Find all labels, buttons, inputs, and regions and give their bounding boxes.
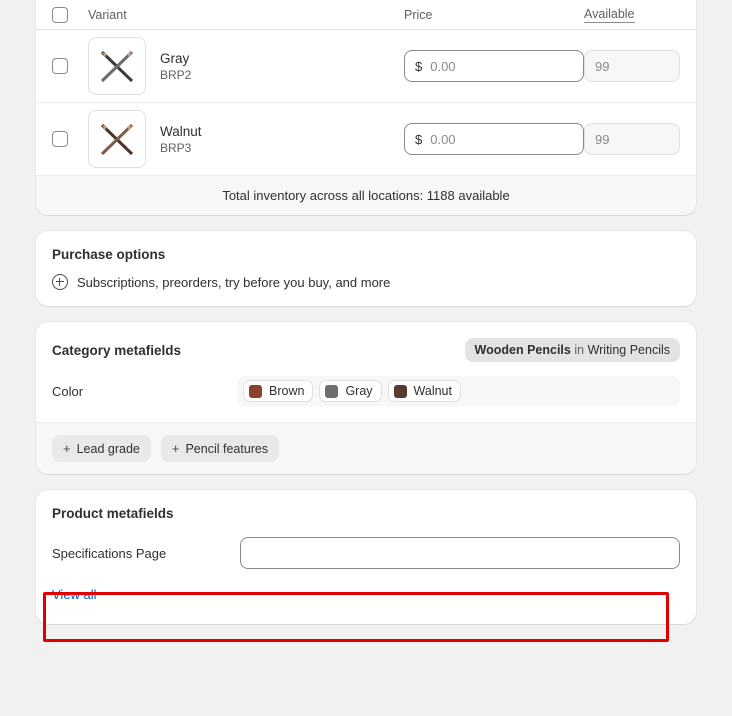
- category-badge[interactable]: [465, 338, 680, 362]
- purchase-options-title: Purchase options: [52, 247, 166, 262]
- variants-card: [36, 0, 696, 215]
- category-badge-parent: Writing Pencils: [587, 343, 670, 357]
- select-all-cell: [52, 7, 88, 23]
- color-field-label: Color: [52, 383, 84, 399]
- total-inventory-text: Total inventory across all locations: 1188 available: [36, 176, 696, 215]
- category-metafields-card: [36, 322, 696, 474]
- add-pencil-features-label: Pencil features: [185, 441, 269, 456]
- row-select-cell: [52, 58, 88, 74]
- available-input[interactable]: [584, 50, 680, 82]
- column-header-available[interactable]: Available: [584, 6, 635, 21]
- plus-icon: +: [171, 441, 180, 456]
- column-header-price: Price: [404, 7, 433, 22]
- add-lead-grade-button[interactable]: [52, 435, 151, 462]
- currency-symbol: $: [415, 131, 423, 147]
- color-chip-label: Brown: [269, 384, 305, 398]
- add-pencil-features-button[interactable]: [161, 435, 279, 462]
- add-lead-grade-label: Lead grade: [76, 441, 140, 456]
- table-row[interactable]: [36, 30, 696, 103]
- color-chip[interactable]: [319, 380, 381, 402]
- purchase-options-card: [36, 231, 696, 306]
- row-select-cell: [52, 131, 88, 147]
- price-value: 0.00: [430, 131, 456, 147]
- variant-sku: BRP2: [160, 67, 192, 82]
- pencils-image: [94, 116, 140, 162]
- plus-icon: +: [63, 441, 71, 456]
- row-checkbox[interactable]: [52, 131, 68, 147]
- color-chip[interactable]: [243, 380, 313, 402]
- available-value: 99: [595, 131, 610, 147]
- price-value: 0.00: [430, 58, 456, 74]
- color-swatch-icon: [394, 385, 407, 398]
- color-chip-label: Walnut: [413, 384, 452, 398]
- view-all-link[interactable]: View all: [52, 587, 97, 602]
- pencils-image: [94, 43, 140, 89]
- column-header-variant: Variant: [88, 7, 127, 22]
- product-metafields-title: Product metafields: [52, 506, 174, 521]
- category-badge-in: in: [570, 343, 588, 357]
- product-metafields-card: [36, 490, 696, 624]
- price-input[interactable]: [404, 50, 584, 82]
- variant-thumbnail[interactable]: [88, 37, 146, 95]
- add-purchase-option-button[interactable]: [52, 274, 680, 290]
- currency-symbol: $: [415, 58, 423, 74]
- variant-sku: BRP3: [160, 140, 192, 155]
- plus-circle-icon: [52, 274, 68, 290]
- color-swatch-icon: [325, 385, 338, 398]
- variant-thumbnail[interactable]: [88, 110, 146, 168]
- category-metafields-footer: [36, 422, 696, 474]
- specifications-page-input[interactable]: [240, 537, 680, 569]
- available-input[interactable]: [584, 123, 680, 155]
- color-swatch-icon: [249, 385, 262, 398]
- row-checkbox[interactable]: [52, 58, 68, 74]
- table-row[interactable]: [36, 103, 696, 176]
- category-metafields-title: Category metafields: [52, 342, 182, 358]
- add-purchase-option-label: Subscriptions, preorders, try before you buy, and more: [77, 274, 391, 290]
- color-values-field[interactable]: [237, 376, 680, 406]
- available-value: 99: [595, 58, 610, 74]
- price-input[interactable]: [404, 123, 584, 155]
- variants-table-header: [36, 0, 696, 30]
- variant-title: Gray: [160, 50, 190, 66]
- variant-title: Walnut: [160, 123, 202, 139]
- color-chip-label: Gray: [345, 384, 373, 398]
- category-badge-category: Wooden Pencils: [474, 343, 571, 357]
- select-all-checkbox[interactable]: [52, 7, 68, 23]
- specifications-page-label: Specifications Page: [52, 545, 167, 561]
- color-chip[interactable]: [388, 380, 461, 402]
